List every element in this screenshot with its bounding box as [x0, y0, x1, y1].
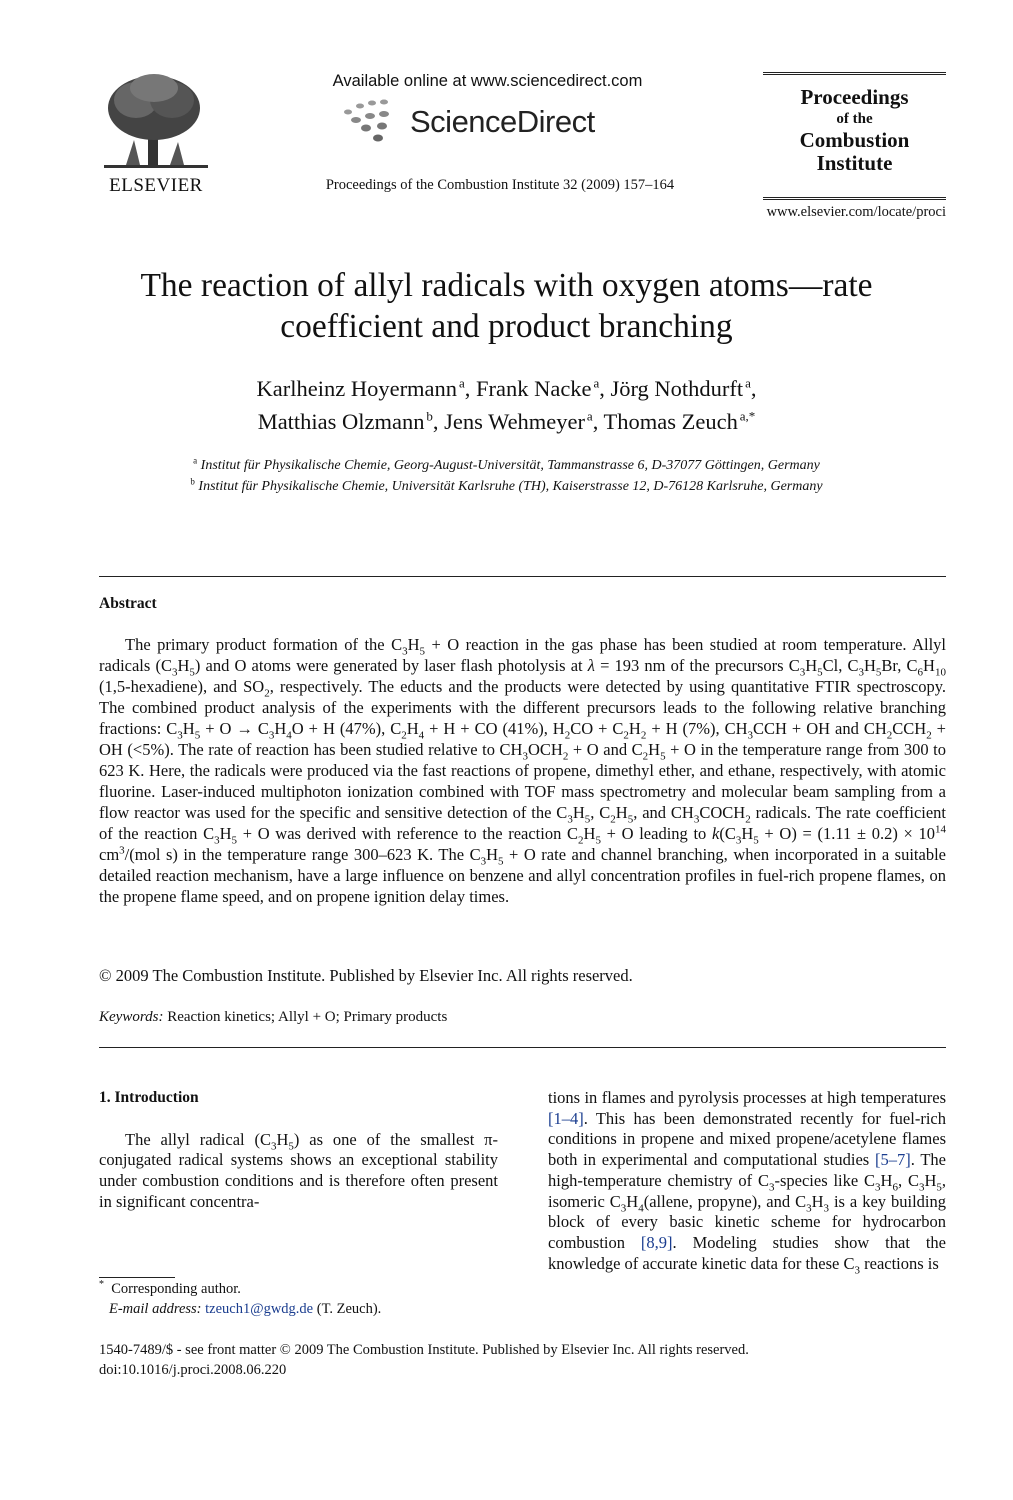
journal-url-link[interactable]: www.elsevier.com/locate/proci [766, 204, 946, 220]
affiliation-mark: a [193, 455, 198, 466]
available-online-text: Available online at www.sciencedirect.com [332, 72, 643, 90]
author-name[interactable]: Frank Nacke [475, 376, 592, 401]
affiliation-mark: a [745, 375, 751, 391]
title-line: coefficient and product branching [280, 308, 733, 345]
email-label: E-mail address: [109, 1301, 202, 1317]
author-name[interactable]: Matthias Olzmann [257, 409, 425, 434]
doi-line[interactable]: doi:10.1016/j.proci.2008.06.220 [99, 1362, 287, 1378]
journal-title-box [763, 72, 946, 200]
article-title [80, 265, 933, 347]
affiliation-mark: a [586, 408, 593, 424]
citation-link[interactable]: [1–4] [548, 1108, 584, 1128]
affiliation-list [80, 455, 933, 497]
elsevier-tree-icon [96, 70, 216, 174]
author-name[interactable]: Jens Wehmeyer [444, 409, 586, 434]
email-link[interactable]: tzeuch1@gwdg.de [205, 1301, 314, 1317]
affiliation-mark: b [190, 476, 195, 487]
keywords-label: Keywords: [99, 1009, 164, 1025]
affiliation-mark: a,* [739, 408, 756, 424]
affiliation-mark: a [593, 375, 600, 391]
affiliation-text: Institut für Physikalische Chemie, Universität Karlsruhe (TH), Kaiserstrasse 12, D-76128 Karlsruhe, Germany [198, 479, 823, 494]
citation-link[interactable]: [8,9] [640, 1232, 673, 1252]
citation-link[interactable]: [5–7] [875, 1150, 911, 1170]
journal-title-line: Proceedings [800, 85, 909, 109]
abstract-body: The primary product formation of the $C_3H_5 + O$ reaction in the gas phase has been studied at room temperature. Allyl radicals $(C_3H_5)$ and O atoms were generated by laser flash photolysis at λ = 193 nm of the precursors $C_3H_5Cl$, $C_3H_5Br$, $C_6H_{10}$ (1,5-hexadiene), and $SO_2$, respectively. The educts and the products were detected by using quantitative FTIR spectroscopy. The combined product analysis of the experiments with the different precursors leads to the following relative branching fractions: $C_3H_5 + O \to C_3H_4O + H$ (47%), $C_2H_4 + H$ + CO (41%), $H_2CO + C_2H_2 + H$ (7%), $CH_3CCH$ + OH and $CH_2CCH_2$ + OH (<5%). The rate of reaction has been studied relative to $CH_3OCH_2 + O$ and $C_2H_5 + O$ in the temperature range from 300 to 623 K. Here, the radicals were produced via the fast reactions of propene, dimethyl ether, and ethane, respectively, with atomic fluorine. Laser-induced multiphoton ionization combined with TOF mass spectrometry and molecular beam sampling from a flow reactor was used for the specific and sensitive detection of the $C_3H_5$, $C_2H_5$, and $CH_3COCH_2$ radicals. The rate coefficient of the reaction $C_3H_5 + O$ was derived with reference to the reaction $C_2H_5 + O$ leading to $k(C_3H_5 + O) = (1.11 \pm 0.2) \times 10^{14}$ $cm^3/(mol$ s) in the temperature range 300–623 K. The $C_3H_5 + O$ rate and channel branching, when incorporated in a suitable detailed reaction mechanism, have a large influence on benzene and allyl concentration profiles in fuel-rich propene flames, on the propene flame speed, and on propene ignition delay times. [99, 635, 947, 906]
title-line: The reaction of allyl radicals with oxygen atoms—rate [140, 267, 873, 304]
sciencedirect-dots-icon [340, 98, 410, 148]
left-column [99, 1088, 498, 1213]
affiliation-text: Institut für Physikalische Chemie, Georg-August-Universität, Tammanstrasse 6, D-37077 Göttingen, Germany [200, 458, 820, 473]
divider [99, 1047, 946, 1048]
author-line: Matthias Olzmann $^b$, Jens Wehmeyer $^a$, Thomas Zeuch $^{a,*}$ [257, 408, 756, 434]
sciencedirect-logo[interactable] [340, 98, 640, 148]
keywords [99, 1009, 447, 1026]
footnote-mark: * [99, 1279, 104, 1291]
author-list [80, 372, 933, 438]
affiliation-mark: a [458, 375, 465, 391]
email-owner: (T. Zeuch). [316, 1301, 382, 1317]
paragraph: The allyl radical $(C_3H_5)$ as one of the smallest π-conjugated radical systems shows an exceptional stability under combustion conditions and is therefore often present in significant concentra- [99, 1129, 498, 1211]
publisher-name: ELSEVIER [109, 175, 203, 196]
copyright-notice: © 2009 The Combustion Institute. Published by Elsevier Inc. All rights reserved. [99, 966, 633, 985]
abstract-heading: Abstract [99, 595, 157, 612]
author-name[interactable]: Jörg Nothdurft [610, 376, 744, 401]
corresponding-author-label: Corresponding author. [111, 1281, 241, 1297]
affiliation [80, 476, 933, 497]
journal-title-line: Combustion [799, 128, 910, 152]
journal-title-line: Institute [816, 151, 893, 175]
right-column [548, 1088, 946, 1274]
keywords-list: Reaction kinetics; Allyl + O; Primary products [167, 1009, 448, 1025]
section-heading: 1. Introduction [99, 1089, 199, 1106]
author-name[interactable]: Karlheinz Hoyermann [256, 376, 458, 401]
paragraph: tions in flames and pyrolysis processes at high temperatures [1–4]. This has been demonstrated recently for fuel-rich conditions in propene and mixed propene/acetylene flames both in experimental and computational studies [5–7]. The high-temperature chemistry of $C_3$-species like $C_3H_6$, $C_3H_5$, isomeric $C_3H_4(allene$, propyne), and $C_3H_3$ is a key building block of every basic kinetic scheme for hydrocarbon combustion [8,9]. Modeling studies show that the knowledge of accurate kinetic data for these $C_3$ reactions is [548, 1088, 947, 1276]
author-line: Karlheinz Hoyermann $^a$, Frank Nacke $^a$, Jörg Nothdurft $^a$, [256, 375, 757, 401]
footnote [99, 1279, 381, 1319]
divider [99, 576, 946, 577]
footnote-divider [99, 1277, 175, 1278]
elsevier-logo[interactable] [96, 70, 216, 200]
corresponding-author-note [99, 1279, 381, 1299]
author-name[interactable]: Thomas Zeuch [603, 409, 738, 434]
affiliation-mark: b [426, 408, 433, 424]
article-footer [99, 1340, 749, 1380]
issn-line: 1540-7489/$ - see front matter © 2009 The Combustion Institute. Published by Elsevier Inc. All rights reserved. [99, 1342, 749, 1358]
journal-reference: Proceedings of the Combustion Institute 32 (2009) 157–164 [325, 177, 675, 193]
affiliation [80, 455, 933, 476]
journal-title-line: of the [836, 111, 873, 127]
sciencedirect-wordmark: ScienceDirect [410, 104, 595, 139]
email-note [99, 1299, 381, 1319]
